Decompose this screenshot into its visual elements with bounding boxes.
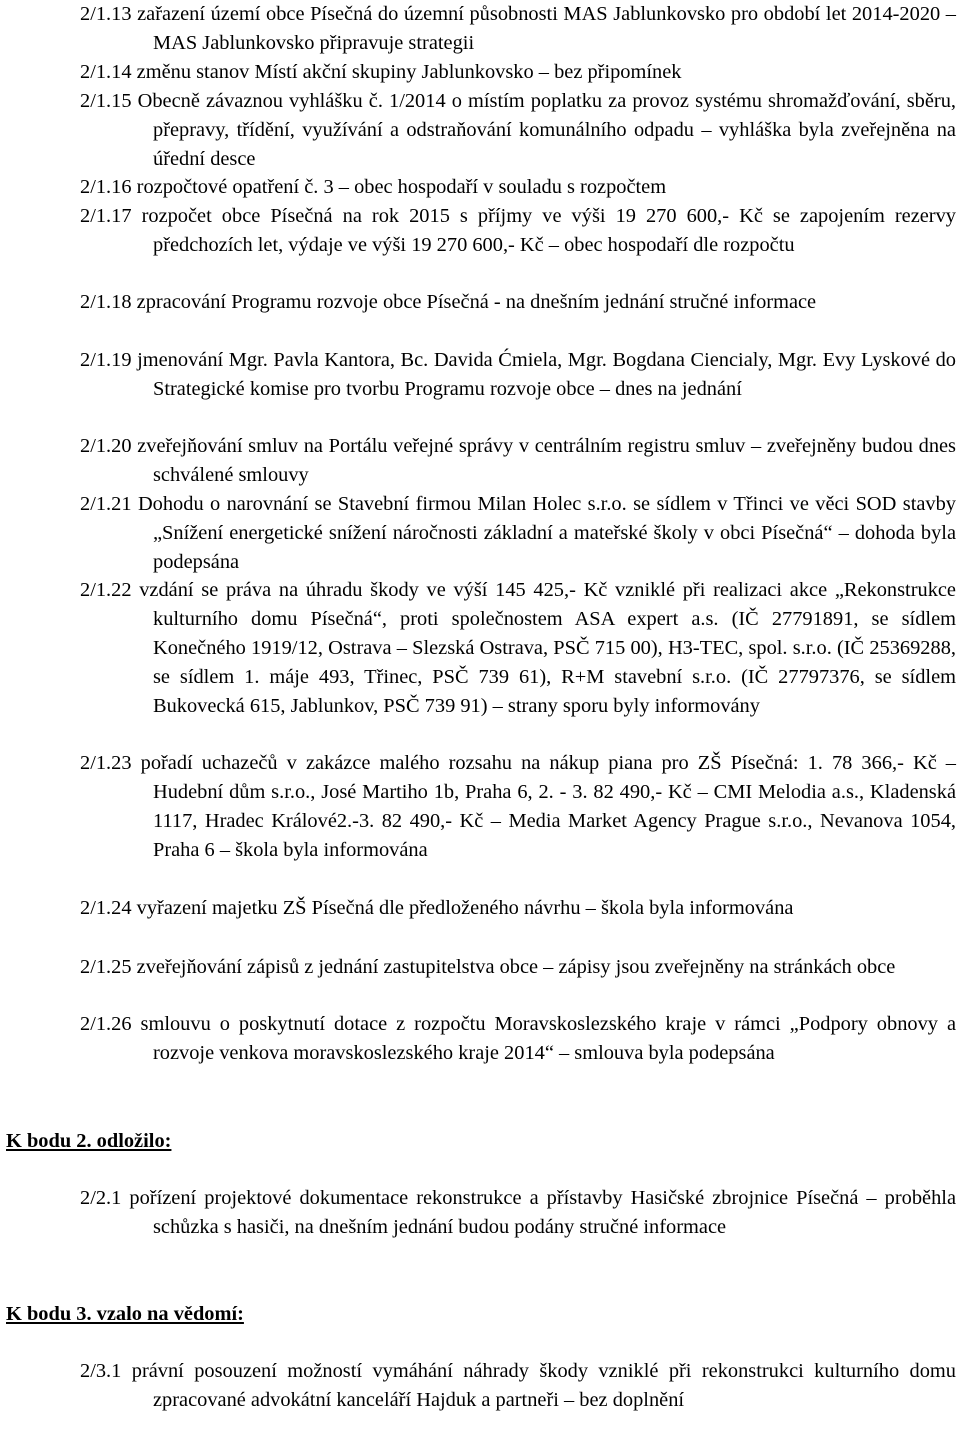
list-item xyxy=(80,749,956,865)
list-item xyxy=(80,173,956,202)
item-text: rozpočtové opatření č. 3 – obec hospodaří v souladu s rozpočtem xyxy=(136,176,667,198)
item-number: 2/1.17 xyxy=(80,205,132,227)
item-number: 2/1.20 xyxy=(80,435,132,457)
item-number: 2/1.25 xyxy=(80,956,132,978)
item-text: zařazení území obce Písečná do územní působnosti MAS Jablunkovsko pro období let 2014-2020 – MAS Jablunkovsko připravuje strategii xyxy=(137,3,956,54)
item-number: 2/1.19 xyxy=(80,349,132,371)
list-item xyxy=(80,1357,956,1415)
item-text: Dohodu o narovnání se Stavební firmou Milan Holec s.r.o. se sídlem v Třinci ve věci SOD stavby „Snížení energetické snížení náročnosti základní a mateřské školy v obci Písečná“ – dohoda byla podepsána xyxy=(137,493,956,573)
item-number: 2/1.24 xyxy=(80,897,132,919)
section-heading: K bodu 3. vzalo na vědomí: xyxy=(6,1303,244,1325)
item-text: vyřazení majetku ZŠ Písečná dle předloženého návrhu – škola byla informována xyxy=(136,897,794,919)
list-item xyxy=(80,346,956,404)
list-item xyxy=(80,288,956,317)
item-number: 2/1.21 xyxy=(80,493,132,515)
item-number: 2/1.16 xyxy=(80,176,132,198)
item-text: právní posouzení možností vymáhání náhrady škody vzniklé při rekonstrukci kulturního domu zpracované advokátní kanceláří Hajduk a partneři – bez doplnění xyxy=(131,1360,956,1411)
list-item xyxy=(80,894,956,923)
item-text: zpracování Programu rozvoje obce Písečná - na dnešním jednání stručné informace xyxy=(136,291,817,313)
list-item xyxy=(80,1184,956,1242)
item-number: 2/3.1 xyxy=(80,1360,122,1382)
list-item xyxy=(80,576,956,721)
list-item xyxy=(80,953,956,982)
section-heading: K bodu 2. odložilo: xyxy=(6,1130,172,1152)
item-number: 2/1.26 xyxy=(80,1013,132,1035)
item-text: vzdání se práva na úhradu škody ve výší 145 425,- Kč vzniklé při realizaci akce „Rekonstrukce kulturního domu Písečná“, proti společnostem ASA expert a.s. (IČ 27791891, se sídlem Konečného 1919/12, Ostrava – Slezská Ostrava, PSČ 715 00), H3-TEC, spol. s.r.o. (IČ 25369288, se sídlem 1. máje 493, Třinec, PSČ 739 61), R+M stavební s.r.o. (IČ 27797376, se sídlem Bukovecká 615, Jablunkov, PSČ 739 91) – strany sporu byly informovány xyxy=(139,579,956,717)
list-item xyxy=(80,58,956,87)
list-item xyxy=(80,0,956,58)
item-number: 2/1.23 xyxy=(80,752,132,774)
item-number: 2/1.15 xyxy=(80,90,132,112)
item-number: 2/1.18 xyxy=(80,291,132,313)
item-text: pořízení projektové dokumentace rekonstrukce a přístavby Hasičské zbrojnice Písečná – proběhla schůzka s hasiči, na dnešním jednání budou podány stručné informace xyxy=(129,1187,956,1238)
item-text: zveřejňování zápisů z jednání zastupitelstva obce – zápisy jsou zveřejněny na stránkách obce xyxy=(136,956,896,978)
list-item xyxy=(80,87,956,174)
item-number: 2/1.14 xyxy=(80,61,132,83)
item-number: 2/2.1 xyxy=(80,1187,122,1209)
item-text: zveřejňování smluv na Portálu veřejné správy v centrálním registru smluv – zveřejněny budou dnes schválené smlouvy xyxy=(137,435,956,486)
item-text: rozpočet obce Písečná na rok 2015 s příjmy ve výši 19 270 600,- Kč se zapojením rezervy předchozích let, výdaje ve výši 19 270 600,- Kč – obec hospodaří dle rozpočtu xyxy=(141,205,956,256)
item-text: Obecně závaznou vyhlášku č. 1/2014 o místím poplatku za provoz systému shromažďování, sběru, přepravy, třídění, využívání a odstraňování komunálního odpadu – vyhláška byla zveřejněna na úřední desce xyxy=(137,90,956,170)
list-item xyxy=(80,202,956,260)
item-text: smlouvu o poskytnutí dotace z rozpočtu Moravskoslezského kraje v rámci „Podpory obnovy a rozvoje venkova moravskoslezského kraje 2014“ – smlouva byla podepsána xyxy=(140,1013,956,1064)
list-item xyxy=(80,432,956,490)
item-text: změnu stanov Místí akční skupiny Jablunkovsko – bez připomínek xyxy=(136,61,682,83)
item-text: jmenování Mgr. Pavla Kantora, Bc. Davida Ćmiela, Mgr. Bogdana Ciencialy, Mgr. Evy Lyskové do Strategické komise pro tvorbu Programu rozvoje obce – dnes na jednání xyxy=(137,349,956,400)
item-number: 2/1.22 xyxy=(80,579,132,601)
item-text: pořadí uchazečů v zakázce malého rozsahu na nákup piana pro ZŠ Písečná: 1. 78 366,- Kč – Hudební dům s.r.o., José Martiho 1b, Praha 6, 2. - 3. 82 490,- Kč – CMI Melodia a.s., Kladenská 1117, Hradec Králové2.-3. 82 490,- Kč – Media Market Agency Prague s.r.o., Nevanova 1054, Praha 6 – škola byla informována xyxy=(140,752,957,861)
item-number: 2/1.13 xyxy=(80,3,132,25)
list-item xyxy=(80,490,956,577)
list-item xyxy=(80,1010,956,1068)
